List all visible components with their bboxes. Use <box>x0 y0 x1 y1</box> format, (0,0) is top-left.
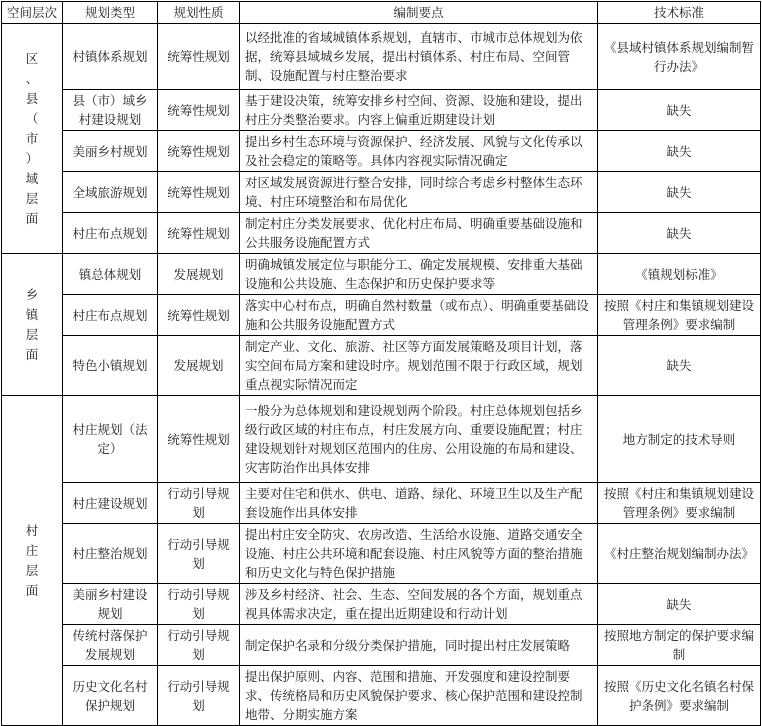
level-char: 面 <box>25 582 39 598</box>
plan-nature-cell: 行动引导规划 <box>158 584 240 625</box>
requirements-cell: 基于建设决策，统筹安排乡村空间、资源、设施和建设，提出村庄分类整治要求。内容上偏重近期建设计划 <box>240 90 598 131</box>
plan-type-cell: 全域旅游规划 <box>63 172 158 213</box>
plan-nature-cell: 统筹性规划 <box>158 213 240 254</box>
level-char: ） <box>25 150 39 166</box>
standard-cell: 按照《历史文化名镇名村保护条例》要求编制 <box>598 666 761 726</box>
plan-type-cell: 美丽乡村规划 <box>63 131 158 172</box>
plan-nature-cell: 发展规划 <box>158 254 240 295</box>
table-row <box>2 666 761 726</box>
plan-nature-cell: 统筹性规划 <box>158 24 240 90</box>
level-char: 庄 <box>25 542 39 558</box>
plan-type-cell: 历史文化名村保护规划 <box>63 666 158 726</box>
requirements-cell: 制定保护名录和分级分类保护措施，同时提出村庄发展策略 <box>240 625 598 666</box>
standard-cell: 缺失 <box>598 90 761 131</box>
standard-cell: 缺失 <box>598 336 761 396</box>
standard-cell: 按照《村庄和集镇规划建设管理条例》要求编制 <box>598 483 761 524</box>
standard-cell: 缺失 <box>598 213 761 254</box>
plan-type-cell: 村镇体系规划 <box>63 24 158 90</box>
requirements-cell: 提出乡村生态环境与资源保护、经济发展、风貌与文化传承以及社会稳定的策略等。具体内容视实际情况确定 <box>240 131 598 172</box>
level-cell <box>2 24 63 254</box>
plan-type-cell: 县（市）域乡村建设规划 <box>63 90 158 131</box>
planning-table <box>1 1 761 726</box>
standard-cell: 《县域村镇体系规划编制暂行办法》 <box>598 24 761 90</box>
requirements-cell: 落实中心村布点，明确自然村数量（或布点）、明确重要基础设施和公共服务设施配置方式 <box>240 295 598 336</box>
plan-nature-cell: 统筹性规划 <box>158 172 240 213</box>
level-char: 域 <box>25 170 39 186</box>
header-standard: 技术标准 <box>598 2 761 24</box>
standard-cell: 缺失 <box>598 172 761 213</box>
plan-nature-cell: 行动引导规划 <box>158 666 240 726</box>
plan-type-cell: 镇总体规划 <box>63 254 158 295</box>
plan-type-cell: 美丽乡村建设规划 <box>63 584 158 625</box>
header-level: 空间层次 <box>2 2 63 24</box>
plan-type-cell: 特色小镇规划 <box>63 336 158 396</box>
level-char: （ <box>25 110 39 126</box>
plan-nature-cell: 统筹性规划 <box>158 396 240 483</box>
level-char: 市 <box>25 130 39 146</box>
table-row <box>2 213 761 254</box>
table-row <box>2 396 761 483</box>
header-type: 规划类型 <box>63 2 158 24</box>
requirements-cell: 提出保护原则、内容、范围和措施、开发强度和建设控制要求、传统格局和历史风貌保护要求、核心保护范围和建设控制地带、分期实施方案 <box>240 666 598 726</box>
level-char: 层 <box>25 562 39 578</box>
requirements-cell: 主要对住宅和供水、供电、道路、绿化、环境卫生以及生产配套设施作出具体安排 <box>240 483 598 524</box>
header-nature: 规划性质 <box>158 2 240 24</box>
plan-type-cell: 村庄规划（法定） <box>63 396 158 483</box>
table-row <box>2 336 761 396</box>
plan-type-cell: 村庄整治规划 <box>63 524 158 584</box>
table-row <box>2 90 761 131</box>
table-row <box>2 131 761 172</box>
requirements-cell: 制定产业、文化、旅游、社区等方面发展策略及项目计划，落实空间布局方案和建设时序。规划范围不限于行政区域，规划重点视实际情况而定 <box>240 336 598 396</box>
requirements-cell: 涉及乡村经济、社会、生态、空间发展的各个方面，规划重点视具体需求决定，重在提出近期建设和行动计划 <box>240 584 598 625</box>
table-row <box>2 584 761 625</box>
level-cell <box>2 396 63 726</box>
table-row <box>2 172 761 213</box>
plan-type-cell: 村庄布点规划 <box>63 295 158 336</box>
plan-nature-cell: 统筹性规划 <box>158 295 240 336</box>
standard-cell: 按照《村庄和集镇规划建设管理条例》要求编制 <box>598 295 761 336</box>
requirements-cell: 一般分为总体规划和建设规划两个阶段。村庄总体规划包括乡级行政区域的村庄布点，村庄发展方向、重要设施配置；村庄建设规划针对规划区范围内的住房、公用设施的布局和建设、灾害防治作出具体安排 <box>240 396 598 483</box>
level-char: 乡 <box>25 286 39 302</box>
plan-nature-cell: 统筹性规划 <box>158 90 240 131</box>
table-row <box>2 625 761 666</box>
plan-type-cell: 村庄建设规划 <box>63 483 158 524</box>
level-char: 、 <box>25 70 39 86</box>
table-row <box>2 295 761 336</box>
level-char: 镇 <box>25 306 39 322</box>
standard-cell: 缺失 <box>598 131 761 172</box>
table-row <box>2 524 761 584</box>
table-row <box>2 483 761 524</box>
standard-cell: 缺失 <box>598 584 761 625</box>
requirements-cell: 以经批准的省域城镇体系规划，直辖市、市城市总体规划为依据，统筹县域城乡发展，提出村镇体系、村庄布局、空间管制、设施配置与村庄整治要求 <box>240 24 598 90</box>
header-requirements: 编制要点 <box>240 2 598 24</box>
table-body <box>2 24 761 726</box>
level-char: 面 <box>25 210 39 226</box>
level-char: 层 <box>25 326 39 342</box>
plan-nature-cell: 行动引导规划 <box>158 524 240 584</box>
standard-cell: 地方制定的技术导则 <box>598 396 761 483</box>
standard-cell: 《村庄整治规划编制办法》 <box>598 524 761 584</box>
plan-type-cell: 村庄布点规划 <box>63 213 158 254</box>
table-row <box>2 254 761 295</box>
requirements-cell: 明确城镇发展定位与职能分工、确定发展规模、安排重大基础设施和公共设施、生态保护和历史保护要求等 <box>240 254 598 295</box>
requirements-cell: 提出村庄安全防灾、农房改造、生活给水设施、道路交通安全设施、村庄公共环境和配套设施、村庄风貌等方面的整治措施和历史文化与特色保护措施 <box>240 524 598 584</box>
plan-nature-cell: 行动引导规划 <box>158 625 240 666</box>
plan-nature-cell: 发展规划 <box>158 336 240 396</box>
standard-cell: 按照地方制定的保护要求编制 <box>598 625 761 666</box>
standard-cell: 《镇规划标准》 <box>598 254 761 295</box>
level-cell <box>2 254 63 396</box>
table-row <box>2 24 761 90</box>
level-char: 村 <box>25 522 39 538</box>
plan-nature-cell: 统筹性规划 <box>158 131 240 172</box>
plan-type-cell: 传统村落保护发展规划 <box>63 625 158 666</box>
level-char: 面 <box>25 346 39 362</box>
plan-nature-cell: 行动引导规划 <box>158 483 240 524</box>
requirements-cell: 对区域发展资源进行整合安排，同时综合考虑乡村整体生态环境、村庄环境整治和布局优化 <box>240 172 598 213</box>
level-char: 县 <box>25 90 39 106</box>
requirements-cell: 制定村庄分类发展要求、优化村庄布局、明确重要基础设施和公共服务设施配置方式 <box>240 213 598 254</box>
level-char: 区 <box>25 50 39 66</box>
level-char: 层 <box>25 190 39 206</box>
header-row <box>2 2 761 24</box>
